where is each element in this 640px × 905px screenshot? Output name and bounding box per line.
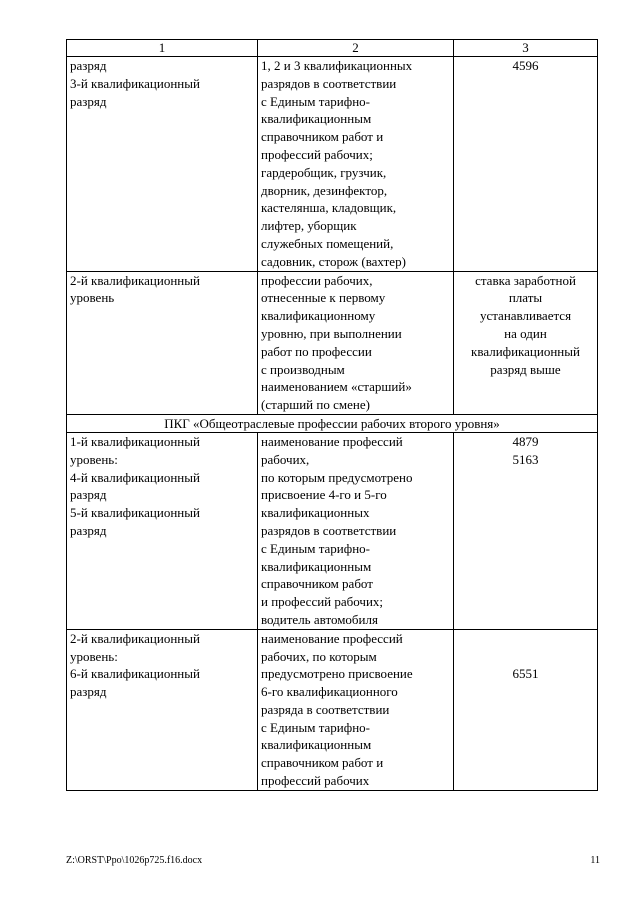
salary-cell: ставка заработной платы устанавливается на один квалификационный разряд выше [454,271,598,414]
qualification-level-cell: разряд 3-й квалификационный разряд [67,57,258,272]
table-row [67,271,598,414]
table-header-row [67,40,598,57]
qualification-level-cell: 2-й квалификационный уровень [67,271,258,414]
group-title: ПКГ «Общеотраслевые профессии рабочих второго уровня» [67,414,598,432]
column-header: 3 [454,40,598,57]
salary-cell: 4596 [454,57,598,272]
column-header: 2 [258,40,454,57]
qualification-level-cell: 2-й квалификационный уровень: 6-й квалификационный разряд [67,629,258,790]
salary-table [66,39,598,791]
qualification-level-cell: 1-й квалификационный уровень: 4-й квалификационный разряд 5-й квалификационный разряд [67,432,258,629]
profession-cell: наименование профессий рабочих, по которым предусмотрено присвоение 6-го квалификационного разряда в соответствии с Единым тарифно- квалификационным справочником работ и профессий рабочих [258,629,454,790]
table-row [67,629,598,790]
salary-cell: 4879 5163 [454,432,598,629]
page-number: 11 [590,855,600,866]
column-header: 1 [67,40,258,57]
table-row [67,432,598,629]
file-path: Z:\ORST\Ppo\1026p725.f16.docx [66,855,203,866]
profession-cell: наименование профессий рабочих, по которым предусмотрено присвоение 4-го и 5-го квалификационных разрядов в соответствии с Единым тарифно- квалификационным справочником работ и профессий рабочих; водитель автомобиля [258,432,454,629]
group-title-row [67,414,598,432]
profession-cell: 1, 2 и 3 квалификационных разрядов в соответствии с Единым тарифно- квалификационным справочником работ и профессий рабочих; гардеробщик, грузчик, дворник, дезинфектор, кастелянша, кладовщик, лифтер, уборщик служебных помещений, садовник, сторож (вахтер) [258,57,454,272]
table-row [67,57,598,272]
salary-cell: 6551 [454,629,598,790]
profession-cell: профессии рабочих, отнесенные к первому квалификационному уровню, при выполнении работ по профессии с производным наименованием «старший» (старший по смене) [258,271,454,414]
